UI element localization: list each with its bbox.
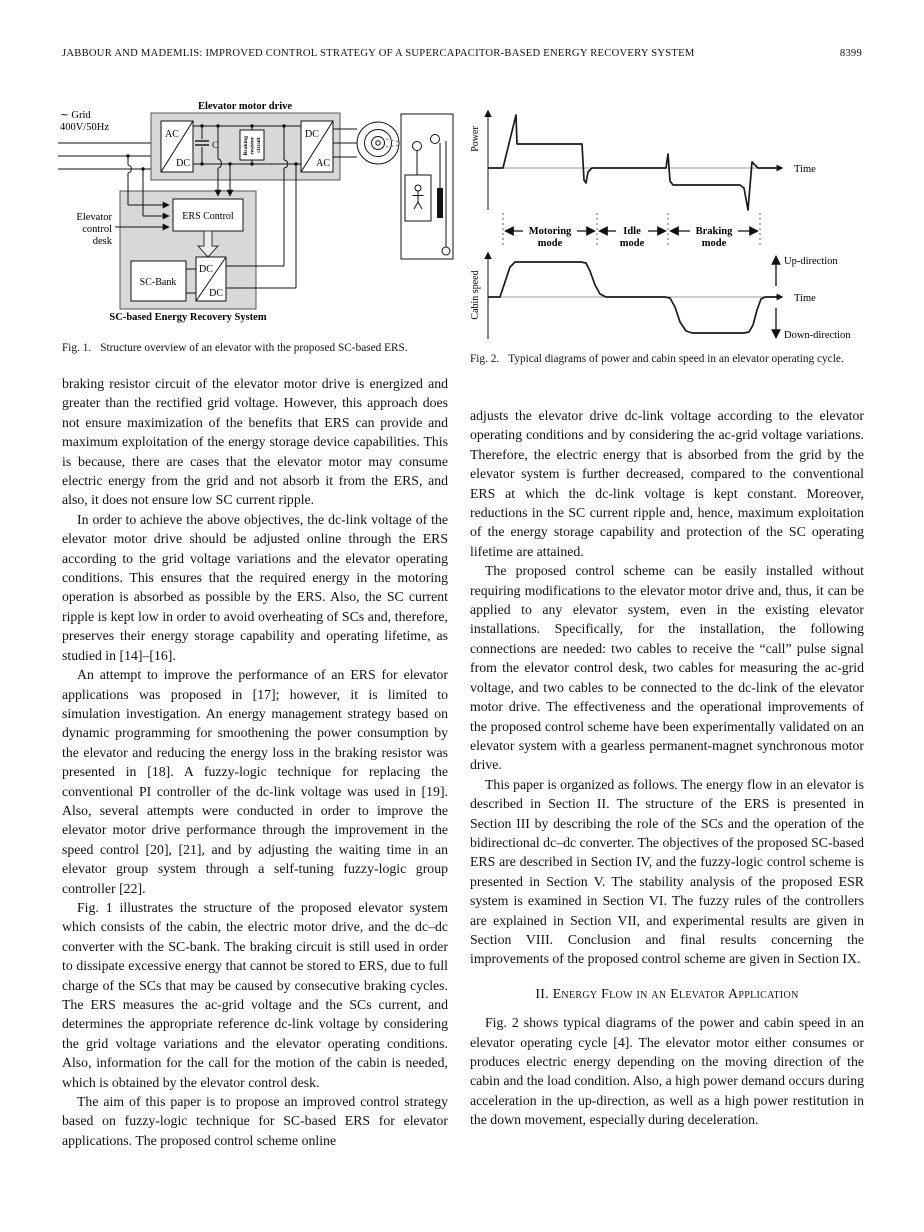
counterweight	[437, 188, 443, 218]
section-heading: II. Energy Flow in an Elevator Application	[535, 985, 799, 1001]
mode-label-idle: Idle	[623, 226, 641, 237]
figure2-caption	[470, 352, 864, 367]
page-number: 8399	[839, 48, 862, 59]
svg-text:AC: AC	[316, 158, 330, 169]
svg-text:AC: AC	[165, 129, 179, 140]
grid-source	[58, 110, 161, 169]
paragraph: Fig. 1 illustrates the structure of the proposed elevator system which consists of the cabin, the electric motor drive, and the dc–dc converter with the SC-bank. The braking circuit is still used in order to dissipate excessive energy that cannot be stored to ERS, due to full charge of the SCs that may be caused by consecutive braking cycles. The ERS measures the ac-grid voltage and the SCs current, and determines the appropriate reference dc-link voltage by considering the grid voltage variations and the elevator operating conditions. Also, information for the call for the motion of the cabin is needed, which is obtained by the elevator control desk.	[62, 899, 448, 1090]
power-axis-label: Power	[470, 126, 481, 152]
figure1-caption-label: Fig. 1.	[62, 342, 92, 354]
braking-label: Braking resistor circuit	[243, 135, 262, 156]
bottom-pulley-icon	[442, 247, 450, 255]
mode-label-braking: Braking	[695, 226, 733, 237]
power-waveform	[488, 115, 781, 210]
pulley-icon	[431, 135, 440, 144]
left-column	[62, 374, 448, 1150]
right-column	[470, 406, 864, 1130]
pulley-icon	[413, 142, 422, 151]
capacitor-label: C	[212, 141, 219, 151]
running-header	[62, 48, 862, 59]
paragraph: This paper is organized as follows. The energy flow in an elevator is described in Section II. The structure of the ERS is presented in Section III by describing the role of the SCs and the operation of the bidirectional dc–dc converter. The objectives of the proposed SC-based ERS are described in Section IV, and the fuzzy-logic control scheme is presented in Section V. The stability analysis of the proposed ESR system is examined in Section VI. The fuzzy rules of the controllers are explained in Section VII, and experimental results are given in Section VIII. Conclusion and final results concerning the improvements of the proposed control scheme are given in Section IX.	[470, 776, 864, 967]
elevator-shaft	[401, 114, 453, 259]
svg-text:Elevator: Elevator	[76, 212, 112, 223]
svg-text:desk: desk	[92, 236, 112, 247]
svg-text:mode: mode	[619, 238, 645, 249]
figure2	[468, 95, 888, 350]
mode-annotations	[503, 213, 760, 249]
acdc-converter	[161, 121, 193, 172]
svg-text:control: control	[82, 224, 112, 235]
dcdc-converter	[196, 257, 226, 301]
svg-text:DC: DC	[209, 288, 223, 299]
power-chart	[470, 111, 816, 210]
figure2-charts	[468, 95, 888, 350]
svg-text:DC: DC	[199, 264, 213, 275]
running-title: JABBOUR AND MADEMLIS: IMPROVED CONTROL STRATEGY OF A SUPERCAPACITOR-BASED ENERGY RECOVERY SYSTEM	[62, 48, 695, 59]
grid-label: ∼ Grid	[60, 110, 91, 121]
down-direction-label: Down-direction	[784, 330, 851, 341]
figure1	[56, 96, 458, 342]
paragraph: An attempt to improve the performance of an ERS for elevator applications was proposed in [17]; however, it is limited to simulation investigation. An energy management strategy based on dynamic programming for smoothening the power consumption by the elevator and reducing the energy loss in the braking resistor was presented in [18]. A fuzzy-logic technique for replacing the conventional PI controller of the dc-link voltage was used in [19]. Also, several attempts were conducted in order to improve the elevator motor drive performance through the improvement in the speed control [20], [21], and by adjusting the waiting time in an elevator group system through a self-tuning fuzzy-logic group controller [22].	[62, 667, 448, 896]
grid-lines	[58, 143, 161, 169]
figure2-caption-text: Typical diagrams of power and cabin speed in an elevator operating cycle.	[508, 353, 844, 365]
sc-bank-label: SC-Bank	[139, 277, 177, 288]
paragraph: The proposed control scheme can be easily installed without requiring modifications to the elevator motor drive and, thus, it can be applied to any elevator system, even in the existing elevator installations. Specifically, for the installation, the following connections are needed: two cables to receive the “call” pulse signal from the elevator control desk, two cables for measuring the ac-grid voltage, and two cables to be connected to the dc-link of the elevator motor drive. The effectiveness and the operational improvements of the proposed control scheme have been experimentally validated on an elevator system with a gearless permanent-magnet synchronous motor drive.	[470, 563, 864, 773]
motor-icon	[357, 122, 399, 164]
grid-voltage-label: 400V/50Hz	[60, 122, 109, 133]
drive-title: Elevator motor drive	[197, 101, 293, 112]
paragraph: adjusts the elevator drive dc-link voltage according to the elevator operating conditions and by considering the ac-grid voltage variations. Therefore, the electric energy that is absorbed from the grid by the elevator system is further decreased, compared to the conventional ERS at which the dc-link voltage is kept constant. Moreover, reductions in the SC current ripple and, hence, maximum exploitation of the energy storage capability and protection of the SC operating lifetime are attained.	[470, 408, 864, 559]
speed-axis-label: Cabin speed	[470, 270, 481, 320]
svg-text:DC: DC	[305, 129, 319, 140]
paragraph: In order to achieve the above objectives, the dc-link voltage of the elevator motor drive should be adjusted online through the ERS according to the grid voltage variations and the elevator operating conditions. This ensures that the required energy in the motoring operation is absorbed as possible by the ERS. Also, the SC current ripple is kept low in order to avoid overheating of SCs and, therefore, preserves their energy storage capability and operating lifetime, as studied in [14]–[16].	[62, 511, 448, 663]
braking-resistor-block	[240, 124, 264, 165]
figure1-diagram	[56, 96, 458, 342]
svg-text:mode: mode	[701, 238, 727, 249]
paragraph: Fig. 2 shows typical diagrams of the power and cabin speed in an elevator operating cycle [4]. The elevator motor either consumes or produces electric energy depending on the moving direction of the cabin and the load condition. Also, a high power demand occurs during acceleration in the up-direction, as well as a high power restitution in the down movement, especially during deceleration.	[470, 1015, 864, 1128]
ers-control-label: ERS Control	[182, 211, 234, 222]
figure1-caption-text: Structure overview of an elevator with the proposed SC-based ERS.	[100, 342, 408, 354]
up-direction-label: Up-direction	[784, 256, 838, 267]
speed-chart	[470, 253, 851, 341]
paragraph: braking resistor circuit of the elevator motor drive is energized and greater than the rectified grid voltage. However, this approach does not ensure maximization of the benefits that ERS can provide and maximum exploitation of the energy storage device capabilities. This is because, there are cases that the elevator motor may consume electric energy from the grid and not absorb it from the ERS, and also, it does not ensure low SC current ripple.	[62, 376, 448, 508]
figure2-caption-label: Fig. 2.	[470, 353, 500, 365]
ers-title: SC-based Energy Recovery System	[109, 312, 267, 323]
paragraph: The aim of this paper is to propose an improved control strategy based on fuzzy-logic technique for SC-based ERS for elevator applications. The proposed control scheme online	[62, 1094, 448, 1148]
speed-time-label: Time	[794, 293, 816, 304]
svg-text:DC: DC	[176, 158, 190, 169]
dcac-converter	[301, 121, 333, 172]
figure1-caption	[62, 341, 448, 356]
svg-text:mode: mode	[537, 238, 563, 249]
power-time-label: Time	[794, 164, 816, 175]
speed-waveform	[488, 262, 780, 333]
mode-label-motoring: Motoring	[528, 226, 572, 237]
